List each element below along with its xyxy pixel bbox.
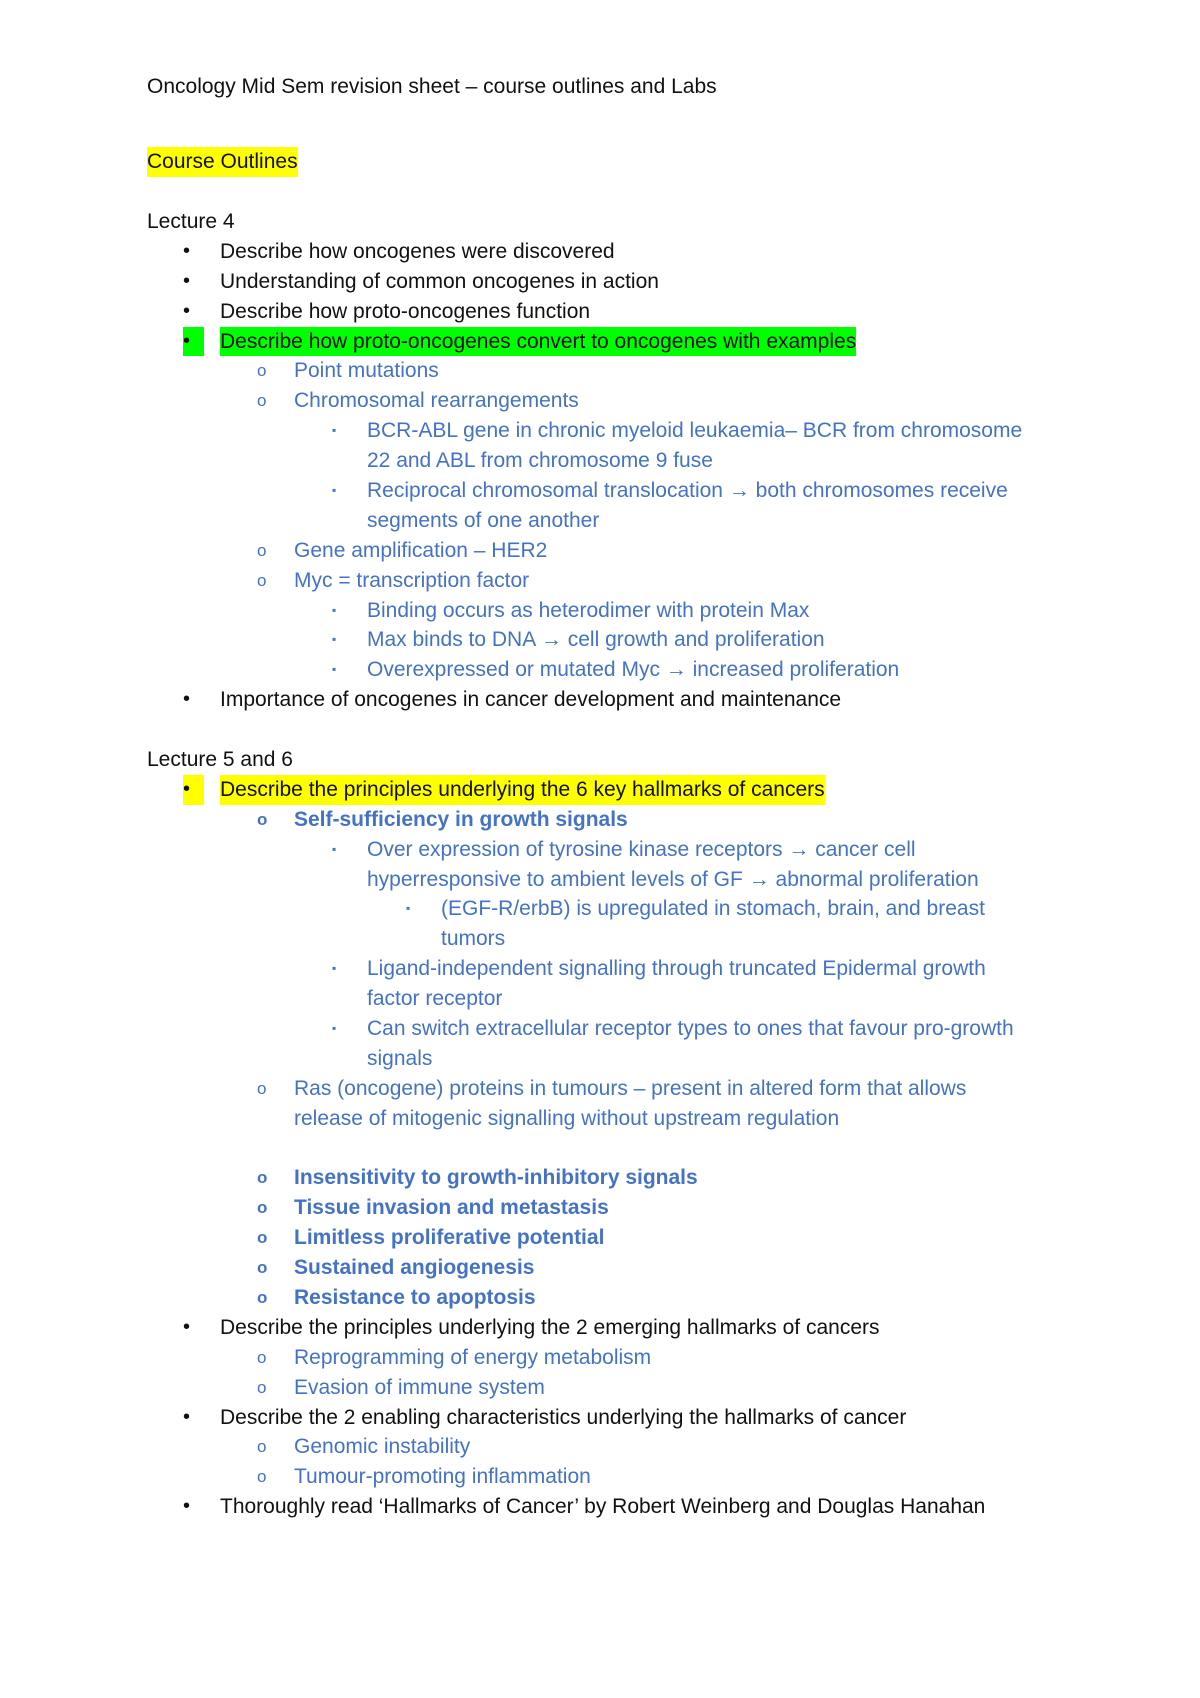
bullet-circle-icon: o [257,1198,268,1218]
document-title: Oncology Mid Sem revision sheet – course outlines and Labs [147,75,717,98]
list-item-continuation: factor receptor [367,987,503,1011]
list-item-highlighted: • Describe the principles underlying the 6 key hallmarks of cancers [147,775,1147,805]
list-item: ▪ Over expression of tyrosine kinase receptors → cancer cell [147,835,1147,865]
bullet-disc-icon: • [183,688,191,711]
bullet-disc-icon: • [183,299,191,322]
bullet-square-icon: ▪ [332,602,337,617]
bullet-square-icon: ▪ [332,1021,337,1036]
bullet-circle-icon: o [257,1078,267,1098]
list-item: ▪ Can switch extracellular receptor types to ones that favour pro-growth [147,1014,1147,1044]
list-item: o Tumour-promoting inflammation [147,1462,1147,1492]
list-item: • Describe the principles underlying the 2 emerging hallmarks of cancers [147,1313,1147,1343]
list-item: ▪ BCR-ABL gene in chronic myeloid leukaemia– BCR from chromosome [147,416,1147,446]
list-item-continuation: segments of one another [367,508,600,532]
list-item: o Myc = transcription factor [147,566,1147,596]
list-item-continuation: tumors [441,927,506,951]
bullet-square-icon: ▪ [406,901,411,916]
blank-line [147,1134,1147,1164]
bullet-disc-icon: • [183,775,204,805]
list-item-continuation: signals [367,1046,433,1070]
bullet-circle-icon: o [257,1288,268,1308]
bullet-circle-icon: o [257,1347,267,1367]
bullet-disc-icon: • [183,1495,191,1518]
list-item-continuation: 22 and ABL from chromosome 9 fuse [367,449,713,473]
document-header [147,72,1147,102]
list-item-continuation: hyperresponsive to ambient levels of GF → abnormal proliferation [367,867,979,891]
list-item: o Insensitivity to growth-inhibitory signals [147,1163,1147,1193]
lecture-4-section [147,207,1147,715]
list-item: ▪ (EGF-R/erbB) is upregulated in stomach, brain, and breast [147,894,1147,924]
bullet-circle-icon: o [257,1258,268,1278]
bullet-square-icon: ▪ [332,841,337,856]
bullet-disc-icon: • [183,239,191,262]
bullet-circle-icon: o [257,1377,267,1397]
list-item: ▪ Max binds to DNA → cell growth and proliferation [147,625,1147,655]
list-item: o Reprogramming of energy metabolism [147,1343,1147,1373]
bullet-square-icon: ▪ [332,632,337,647]
list-item: o Resistance to apoptosis [147,1283,1147,1313]
bullet-circle-icon: o [257,1168,268,1188]
bullet-circle-icon: o [257,1467,267,1487]
list-item: o Ras (oncogene) proteins in tumours – present in altered form that allows [147,1074,1147,1104]
list-item: ▪ Ligand-independent signalling through truncated Epidermal growth [147,954,1147,984]
lecture-5-6-section [147,745,1147,1522]
bullet-square-icon: ▪ [332,423,337,438]
bullet-circle-icon: o [257,1437,267,1457]
lecture-heading: Lecture 4 [147,210,235,233]
bullet-disc-icon: • [183,327,204,357]
list-item: o Self-sufficiency in growth signals [147,805,1147,835]
list-item: o Gene amplification – HER2 [147,536,1147,566]
list-item: o Point mutations [147,356,1147,386]
bullet-square-icon: ▪ [332,483,337,498]
list-item: o Sustained angiogenesis [147,1253,1147,1283]
bullet-disc-icon: • [183,1315,191,1338]
list-item: • Thoroughly read ‘Hallmarks of Cancer’ by Robert Weinberg and Douglas Hanahan [147,1492,1147,1522]
bullet-circle-icon: o [257,361,267,381]
bullet-circle-icon: o [257,1228,268,1248]
bullet-square-icon: ▪ [332,662,337,677]
list-item: • Describe how oncogenes were discovered [147,237,1147,267]
bullet-circle-icon: o [257,809,268,829]
bullet-circle-icon: o [257,570,267,590]
list-item-continuation: release of mitogenic signalling without upstream regulation [294,1106,840,1130]
list-item: o Evasion of immune system [147,1373,1147,1403]
bullet-circle-icon: o [257,391,267,411]
list-item: ▪ Binding occurs as heterodimer with protein Max [147,596,1147,626]
list-item: • Describe how proto-oncogenes function [147,297,1147,327]
bullet-circle-icon: o [257,540,267,560]
bullet-disc-icon: • [183,1405,191,1428]
list-item: ▪ Overexpressed or mutated Myc → increased proliferation [147,655,1147,685]
section-header [147,147,1147,177]
list-item: o Tissue invasion and metastasis [147,1193,1147,1223]
bullet-disc-icon: • [183,269,191,292]
lecture-heading: Lecture 5 and 6 [147,748,293,771]
list-item: • Understanding of common oncogenes in action [147,267,1147,297]
list-item: ▪ Reciprocal chromosomal translocation → both chromosomes receive [147,476,1147,506]
list-item-highlighted: • Describe how proto-oncogenes convert to oncogenes with examples [147,327,1147,357]
list-item: • Describe the 2 enabling characteristics underlying the hallmarks of cancer [147,1403,1147,1433]
list-item: o Genomic instability [147,1432,1147,1462]
list-item: • Importance of oncogenes in cancer development and maintenance [147,685,1147,715]
section-heading: Course Outlines [147,147,298,177]
list-item: o Chromosomal rearrangements [147,386,1147,416]
bullet-square-icon: ▪ [332,961,337,976]
list-item: o Limitless proliferative potential [147,1223,1147,1253]
